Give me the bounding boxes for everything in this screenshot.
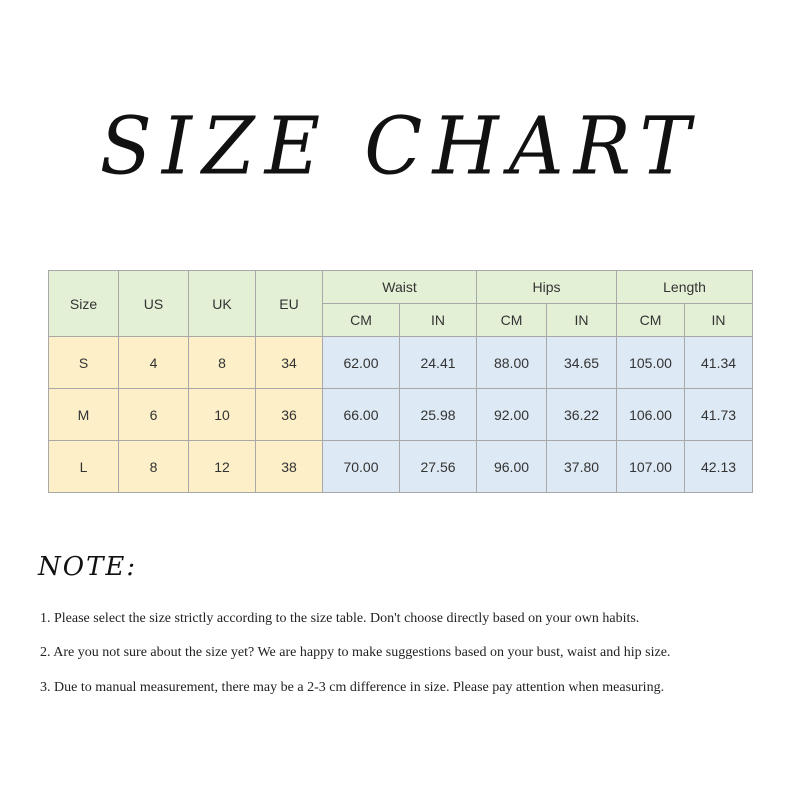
cell-waist-in: 27.56 bbox=[400, 441, 477, 493]
cell-size: M bbox=[49, 389, 119, 441]
cell-waist-in: 25.98 bbox=[400, 389, 477, 441]
header-size: Size bbox=[49, 271, 119, 337]
cell-hips-cm: 92.00 bbox=[477, 389, 547, 441]
cell-length-cm: 107.00 bbox=[617, 441, 685, 493]
header-hips-in: IN bbox=[547, 304, 617, 337]
header-hips: Hips bbox=[477, 271, 617, 304]
cell-uk: 10 bbox=[189, 389, 256, 441]
cell-size: L bbox=[49, 441, 119, 493]
cell-uk: 12 bbox=[189, 441, 256, 493]
cell-waist-cm: 66.00 bbox=[323, 389, 400, 441]
cell-uk: 8 bbox=[189, 337, 256, 389]
cell-hips-cm: 96.00 bbox=[477, 441, 547, 493]
table-header-row bbox=[49, 271, 753, 304]
note-item-2: 2. Are you not sure about the size yet? We are happy to make suggestions based on your bust, waist and hip size. bbox=[40, 645, 671, 660]
header-us: US bbox=[119, 271, 189, 337]
cell-eu: 36 bbox=[256, 389, 323, 441]
cell-waist-cm: 62.00 bbox=[323, 337, 400, 389]
cell-length-in: 41.34 bbox=[685, 337, 753, 389]
table-row bbox=[49, 441, 753, 493]
header-eu: EU bbox=[256, 271, 323, 337]
cell-eu: 38 bbox=[256, 441, 323, 493]
cell-length-cm: 106.00 bbox=[617, 389, 685, 441]
cell-hips-in: 34.65 bbox=[547, 337, 617, 389]
size-table bbox=[48, 270, 753, 493]
note-item-1: 1. Please select the size strictly according to the size table. Don't choose directly based on your own habits. bbox=[40, 611, 640, 626]
cell-hips-in: 37.80 bbox=[547, 441, 617, 493]
cell-us: 6 bbox=[119, 389, 189, 441]
note-item-3: 3. Due to manual measurement, there may be a 2-3 cm difference in size. Please pay attention when measuring. bbox=[40, 680, 665, 695]
table-row bbox=[49, 389, 753, 441]
header-length: Length bbox=[617, 271, 753, 304]
cell-us: 4 bbox=[119, 337, 189, 389]
page-title: SIZE CHART bbox=[99, 98, 701, 193]
header-waist: Waist bbox=[323, 271, 477, 304]
header-hips-cm: CM bbox=[477, 304, 547, 337]
cell-hips-in: 36.22 bbox=[547, 389, 617, 441]
cell-length-in: 42.13 bbox=[685, 441, 753, 493]
header-uk: UK bbox=[189, 271, 256, 337]
cell-us: 8 bbox=[119, 441, 189, 493]
cell-size: S bbox=[49, 337, 119, 389]
header-length-cm: CM bbox=[617, 304, 685, 337]
cell-length-in: 41.73 bbox=[685, 389, 753, 441]
cell-length-cm: 105.00 bbox=[617, 337, 685, 389]
header-waist-cm: CM bbox=[323, 304, 400, 337]
table-row bbox=[49, 337, 753, 389]
cell-eu: 34 bbox=[256, 337, 323, 389]
cell-waist-cm: 70.00 bbox=[323, 441, 400, 493]
cell-waist-in: 24.41 bbox=[400, 337, 477, 389]
cell-hips-cm: 88.00 bbox=[477, 337, 547, 389]
header-waist-in: IN bbox=[400, 304, 477, 337]
note-heading: NOTE: bbox=[38, 552, 138, 582]
header-length-in: IN bbox=[685, 304, 753, 337]
